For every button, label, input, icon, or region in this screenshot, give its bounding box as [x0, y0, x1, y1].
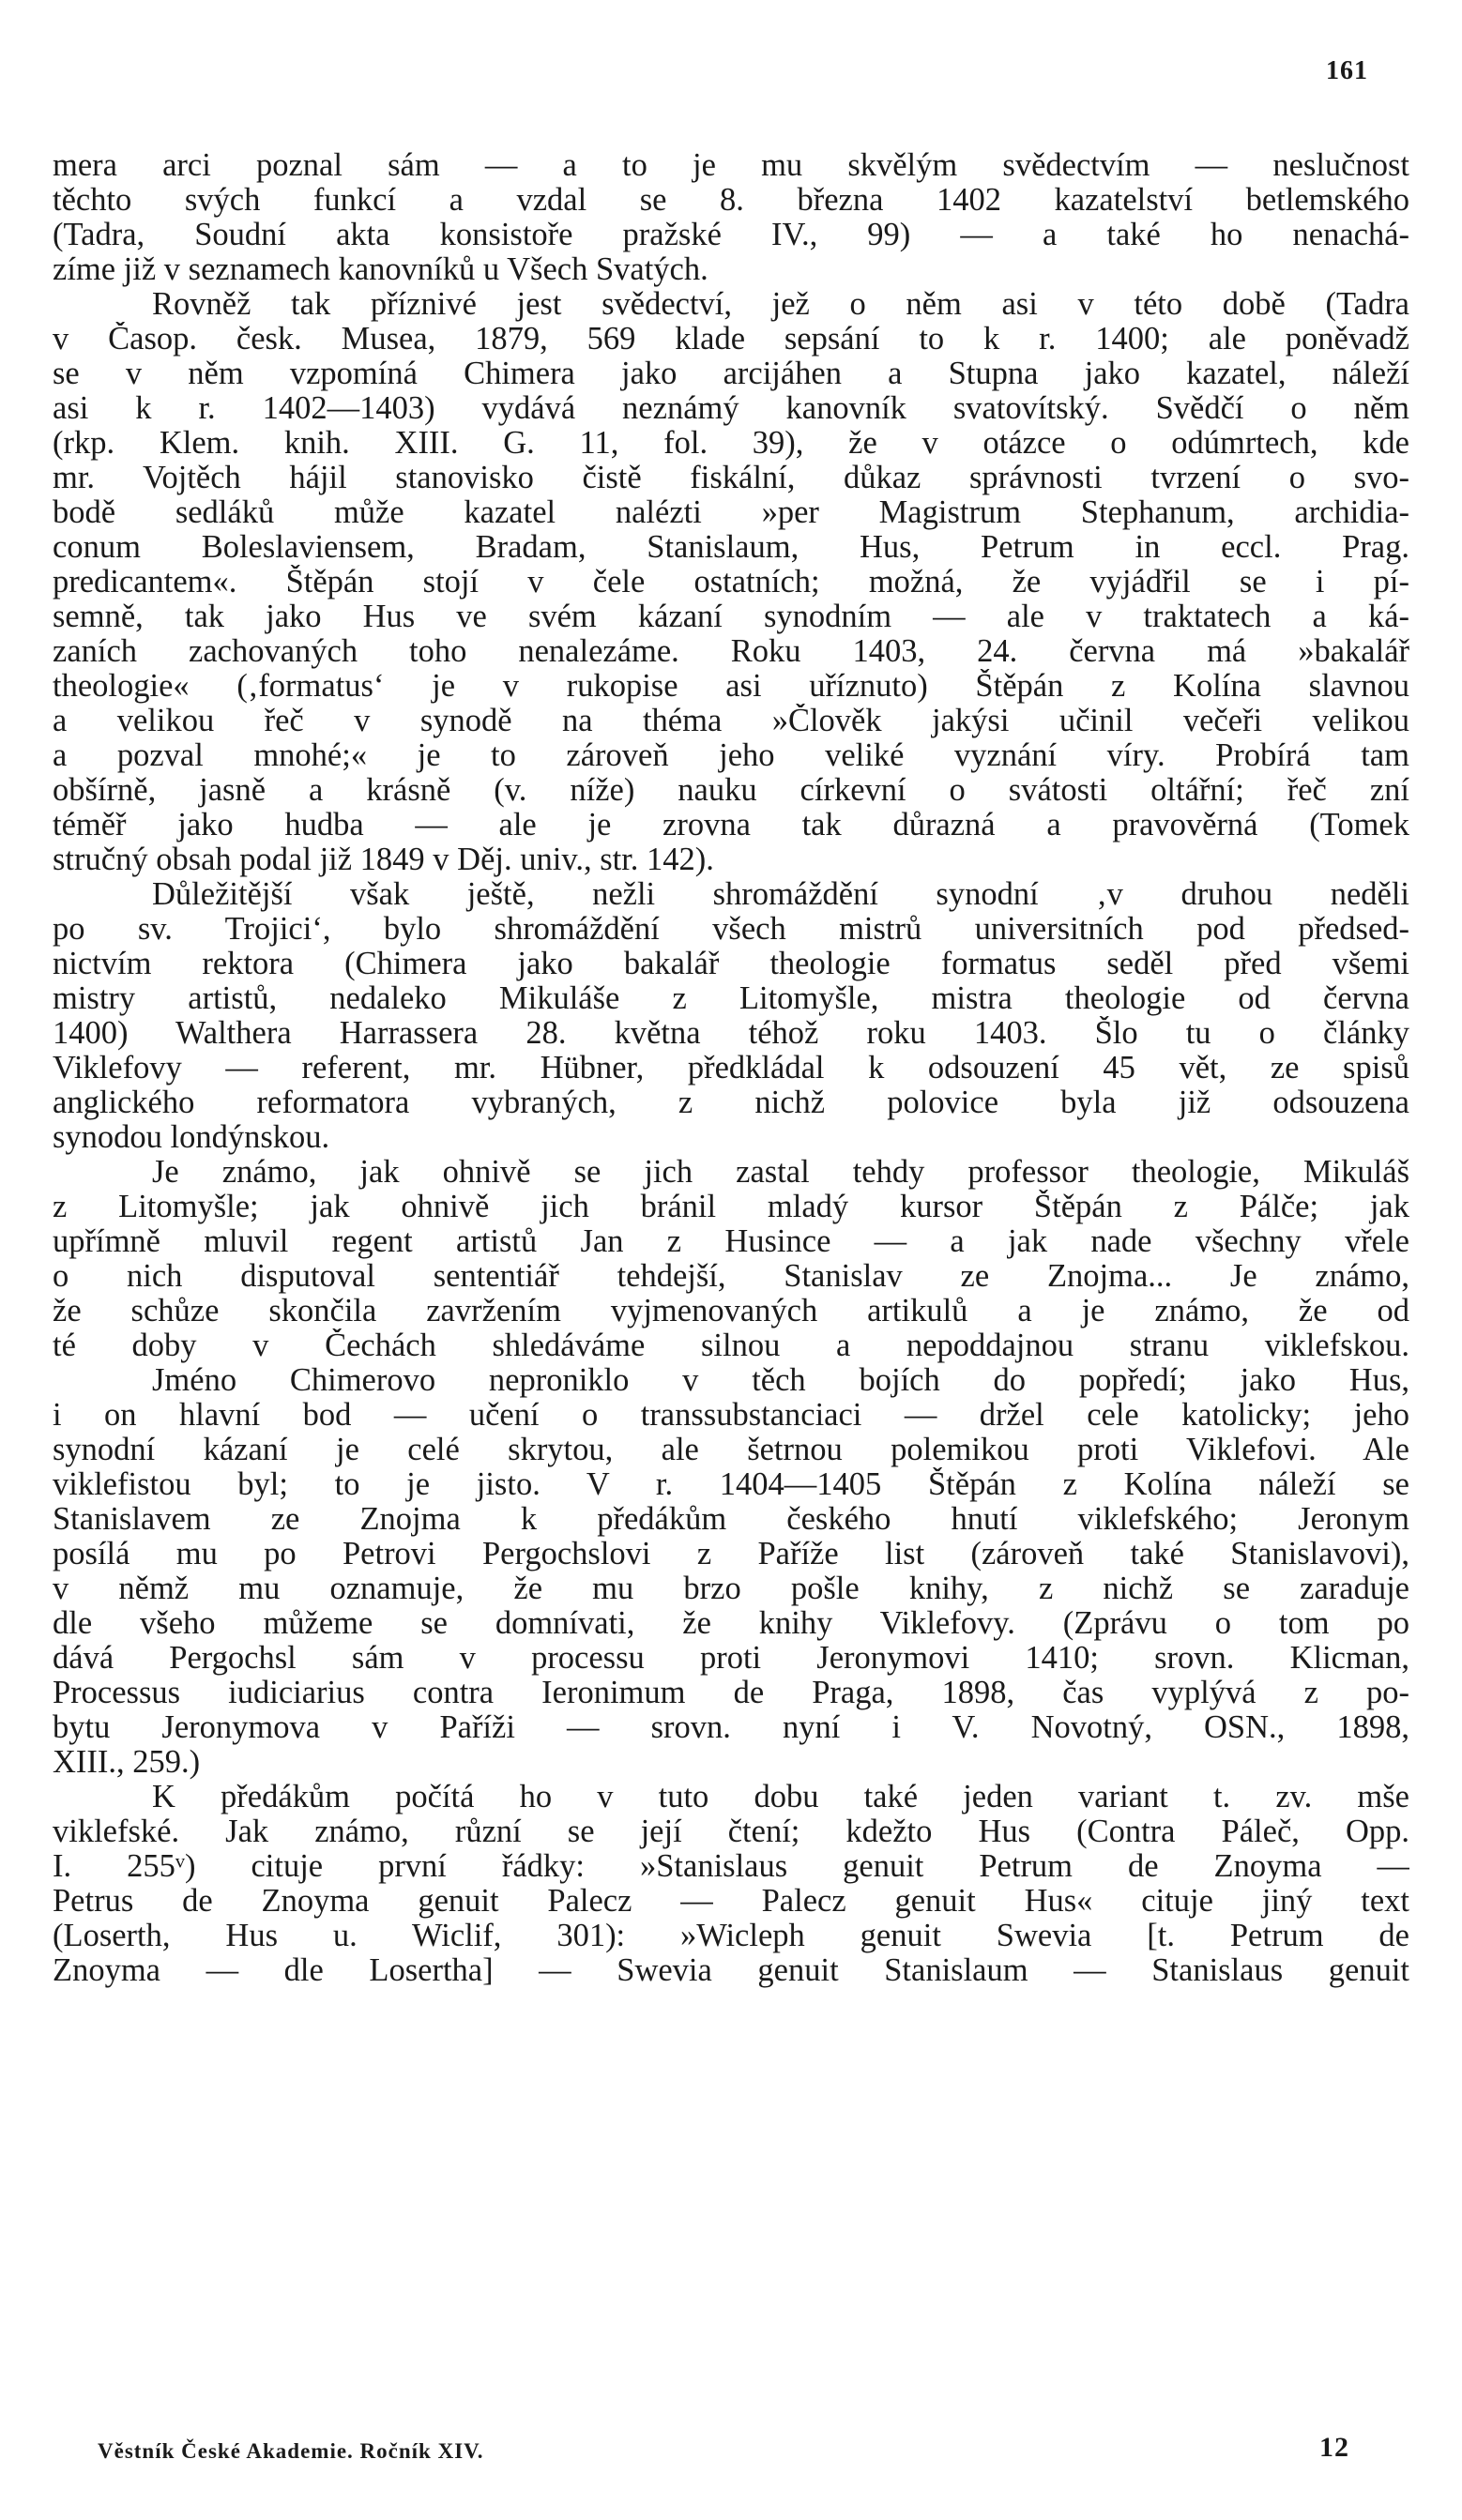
text-line: viklefistou byl; to je jisto. V r. 1404—1405 Štěpán z Kolína náleží se — [53, 1467, 1409, 1502]
text-line: Processus iudiciarius contra Ieronimum de Praga, 1898, čas vyplývá z po- — [53, 1676, 1409, 1710]
text-line: bytu Jeronymova v Paříži — srovn. nyní i V. Novotný, OSN., 1898, — [53, 1710, 1409, 1745]
text-line: viklefské. Jak známo, různí se její čtení; kdežto Hus (Contra Páleč, Opp. — [53, 1814, 1409, 1849]
text-line: Petrus de Znoyma genuit Palecz — Palecz genuit Hus« cituje jiný text — [53, 1884, 1409, 1919]
text-line: XIII., 259.) — [53, 1745, 201, 1780]
text-line: zíme již v seznamech kanovníků u Všech Svatých. — [53, 252, 708, 287]
text-line: a velikou řeč v synodě na théma »Člověk jakýsi učinil večeři velikou — [53, 704, 1409, 738]
text-line: Stanislavem ze Znojma k předákům českého hnutí viklefského; Jeronym — [53, 1502, 1409, 1537]
body-text — [53, 148, 1409, 1988]
text-line: mistry artistů, nedaleko Mikuláše z Litomyšle, mistra theologie od června — [53, 981, 1409, 1016]
text-line: Viklefovy — referent, mr. Hübner, předkládal k odsouzení 45 vět, ze spisů — [53, 1051, 1409, 1085]
text-line: posílá mu po Petrovi Pergochslovi z Paříže list (zároveň také Stanislavovi), — [53, 1537, 1409, 1571]
text-line: se v něm vzpomíná Chimera jako arcijáhen a Stupna jako kazatel, náleží — [53, 357, 1409, 391]
text-line: synodou londýnskou. — [53, 1120, 330, 1155]
paragraph-start-line: Důležitější však ještě, nežli shromáždění synodní ‚v druhou neděli — [152, 877, 1409, 912]
text-line: conum Boleslaviensem, Bradam, Stanislaum, Hus, Petrum in eccl. Prag. — [53, 530, 1409, 565]
text-line: i on hlavní bod — učení o transsubstanciaci — držel cele katolicky; jeho — [53, 1398, 1409, 1433]
text-line: (rkp. Klem. knih. XIII. G. 11, fol. 39), že v otázce o odúmrtech, kde — [53, 426, 1409, 461]
paragraph-start-line: Je známo, jak ohnivě se jich zastal tehdy professor theologie, Mikuláš — [152, 1155, 1409, 1190]
text-line: stručný obsah podal již 1849 v Děj. univ., str. 142). — [53, 843, 714, 877]
text-line: a pozval mnohé;« je to zároveň jeho veliké vyznání víry. Probírá tam — [53, 738, 1409, 773]
text-line: mr. Vojtěch hájil stanovisko čistě fiskální, důkaz správnosti tvrzení o svo- — [53, 461, 1409, 495]
paragraph-start-line: Jméno Chimerovo neproniklo v těch bojích do popředí; jako Hus, — [152, 1363, 1409, 1398]
text-line: asi k r. 1402—1403) vydává neznámý kanovník svatovítský. Svědčí o něm — [53, 391, 1409, 426]
text-line: z Litomyšle; jak ohnivě jich bránil mladý kursor Štěpán z Pálče; jak — [53, 1190, 1409, 1224]
text-line: bodě sedláků může kazatel nalézti »per Magistrum Stephanum, archidia- — [53, 495, 1409, 530]
text-line: synodní kázaní je celé skrytou, ale šetrnou polemikou proti Viklefovi. Ale — [53, 1433, 1409, 1467]
text-line: po sv. Trojici‘, bylo shromáždění všech mistrů universitních pod předsed- — [53, 912, 1409, 947]
text-line: semně, tak jako Hus ve svém kázaní synodním — ale v traktatech a ká- — [53, 600, 1409, 634]
text-line: Znoyma — dle Losertha] — Swevia genuit Stanislaum — Stanislaus genuit — [53, 1953, 1409, 1988]
text-line: té doby v Čechách shledáváme silnou a nepoddajnou stranu viklefskou. — [53, 1328, 1409, 1363]
text-line: v němž mu oznamuje, že mu brzo pošle knihy, z nichž se zaraduje — [53, 1571, 1409, 1606]
text-line: v Časop. česk. Musea, 1879, 569 klade sepsání to k r. 1400; ale poněvadž — [53, 322, 1409, 357]
text-line: 1400) Walthera Harrassera 28. května téhož roku 1403. Šlo tu o články — [53, 1016, 1409, 1051]
text-line: těchto svých funkcí a vzdal se 8. března 1402 kazatelství betlemského — [53, 183, 1409, 218]
text-line: predicantem«. Štěpán stojí v čele ostatních; možná, že vyjádřil se i pí- — [53, 565, 1409, 600]
text-line: (Loserth, Hus u. Wiclif, 301): »Wicleph genuit Swevia [t. Petrum de — [53, 1919, 1409, 1953]
text-line: téměř jako hudba — ale je zrovna tak důrazná a pravověrná (Tomek — [53, 808, 1409, 843]
text-line: I. 255ᵛ) cituje první řádky: »Stanislaus genuit Petrum de Znoyma — — [53, 1849, 1409, 1884]
text-line: o nich disputoval sententiář tehdejší, Stanislav ze Znojma... Je známo, — [53, 1259, 1409, 1294]
journal-title: Věstník České Akademie. Ročník XIV. — [98, 2439, 484, 2463]
sheet-signature: 12 — [1319, 2432, 1349, 2463]
text-line: dle všeho můžeme se domnívati, že knihy Viklefovy. (Zprávu o tom po — [53, 1606, 1409, 1641]
text-line: obšírně, jasně a krásně (v. níže) nauku církevní o svátosti oltářní; řeč zní — [53, 773, 1409, 808]
paragraph-start-line: K předákům počítá ho v tuto dobu také jeden variant t. zv. mše — [152, 1780, 1409, 1814]
text-line: že schůze skončila zavržením vyjmenovaných artikulů a je známo, že od — [53, 1294, 1409, 1328]
text-line: dává Pergochsl sám v processu proti Jeronymovi 1410; srovn. Klicman, — [53, 1641, 1409, 1676]
text-line: theologie« (‚formatus‘ je v rukopise asi uříznuto) Štěpán z Kolína slavnou — [53, 669, 1409, 704]
page-number: 161 — [1326, 56, 1368, 85]
text-line: nictvím rektora (Chimera jako bakalář theologie formatus seděl před všemi — [53, 947, 1409, 981]
text-line: upřímně mluvil regent artistů Jan z Husince — a jak nade všechny vřele — [53, 1224, 1409, 1259]
text-line: (Tadra, Soudní akta konsistoře pražské IV., 99) — a také ho nenachá- — [53, 218, 1409, 252]
text-line: zaních zachovaných toho nenalezáme. Roku 1403, 24. června má »bakalář — [53, 634, 1409, 669]
paragraph-start-line: Rovněž tak příznivé jest svědectví, jež o něm asi v této době (Tadra — [152, 287, 1409, 322]
text-line: mera arci poznal sám — a to je mu skvělým svědectvím — neslučnost — [53, 148, 1409, 183]
text-line: anglického reformatora vybraných, z nichž polovice byla již odsouzena — [53, 1085, 1409, 1120]
